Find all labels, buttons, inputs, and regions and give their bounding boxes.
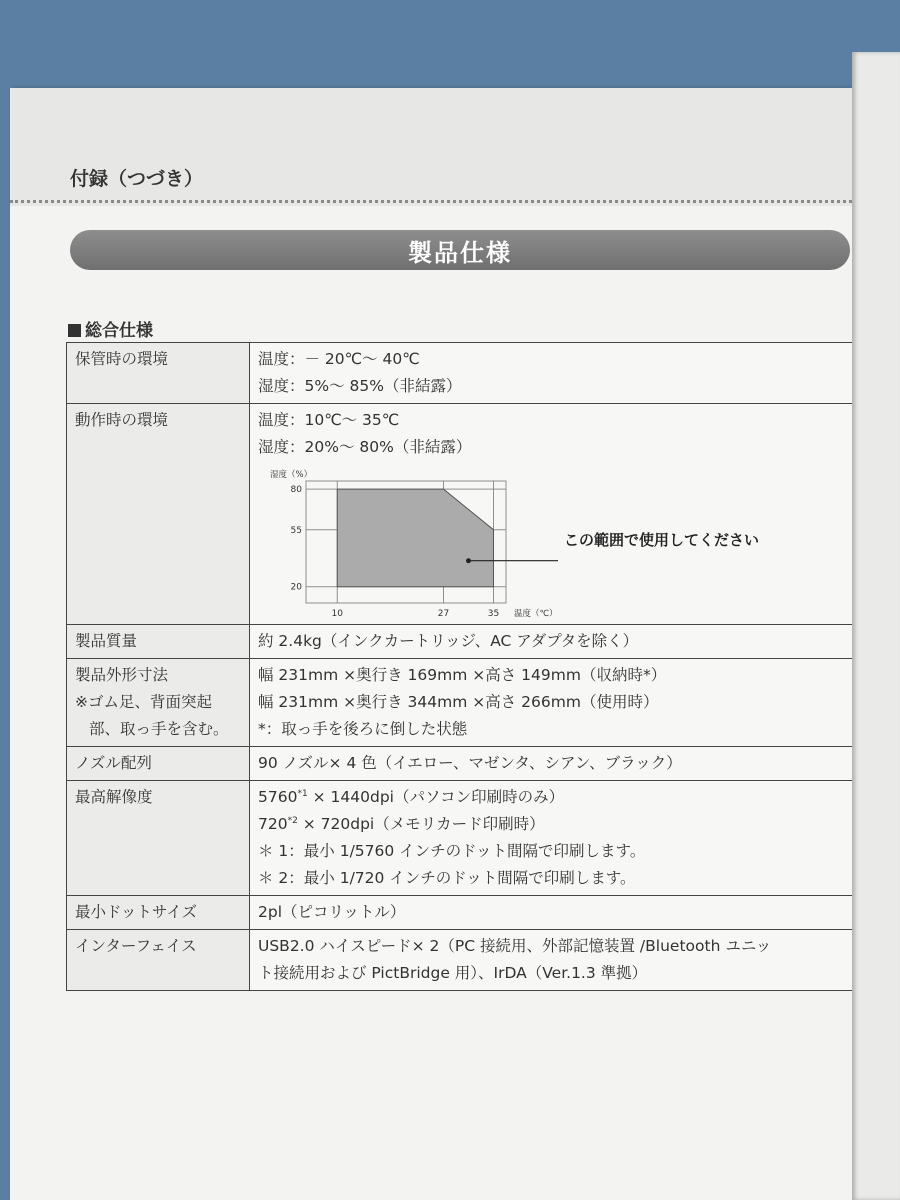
page-title-bar (70, 230, 850, 270)
storage-temperature: 温度：－ 20℃～ 40℃ (258, 350, 420, 368)
y-tick-label: 80 (290, 485, 302, 496)
operating-humidity: 湿度：20%～ 80%（非結露） (258, 438, 472, 456)
dimensions-label-note: ※ゴム足、背面突起 (75, 693, 212, 711)
x-tick-label: 27 (437, 609, 450, 619)
table-row (67, 343, 853, 404)
resolution-note-1: ＊ 1：最小 1/5760 インチのドット間隔で印刷します。 (258, 842, 646, 860)
y-tick-label: 20 (290, 582, 302, 593)
resolution-pc-text: × 1440dpi（パソコン印刷時のみ） (307, 788, 565, 806)
running-title: 付録（つづき） (70, 168, 204, 190)
row-label: 保管時の環境 (67, 343, 250, 404)
row-label: ノズル配列 (67, 747, 250, 781)
row-value: 90 ノズル× 4 色（イエロー、マゼンタ、シアン、ブラック） (250, 747, 853, 781)
operating-range-chart (258, 465, 798, 621)
row-label: インターフェイス (67, 930, 250, 991)
table-row (67, 781, 853, 896)
table-row (67, 930, 853, 991)
chart-annotation: この範囲で使用してください (564, 531, 760, 549)
resolution-card (258, 811, 849, 838)
page-title: 製品仕様 (408, 238, 512, 267)
dimensions-label-note: 部、取っ手を含む。 (89, 720, 229, 738)
footnote-mark: *1 (297, 788, 308, 799)
interface-line-2: ト接続用および PictBridge 用）、IrDA（Ver.1.3 準拠） (258, 964, 648, 982)
operating-temperature: 温度：10℃～ 35℃ (258, 411, 400, 429)
row-value: 約 2.4kg（インクカートリッジ、AC アダプタを除く） (250, 625, 853, 659)
resolution-note-2: ＊ 2：最小 1/720 インチのドット間隔で印刷します。 (258, 869, 636, 887)
table-row (67, 747, 853, 781)
row-label: 製品質量 (67, 625, 250, 659)
square-bullet-icon (68, 324, 81, 337)
interface-line-1: USB2.0 ハイスピード× 2（PC 接続用、外部記憶装置 /Bluetooth ユニッ (258, 937, 772, 955)
table-row (67, 625, 853, 659)
dimensions-note: *：取っ手を後ろに倒した状態 (258, 720, 468, 738)
section-heading (68, 316, 153, 341)
row-value: 2pl（ピコリットル） (250, 896, 853, 930)
footnote-mark: *2 (287, 815, 298, 826)
row-label (67, 659, 250, 747)
section-heading-text: 総合仕様 (85, 321, 153, 341)
facing-page-edge (852, 52, 900, 1200)
dimensions-label: 製品外形寸法 (75, 666, 169, 684)
row-value (250, 404, 853, 625)
y-tick-label: 55 (290, 525, 302, 536)
manual-page (10, 88, 852, 1200)
row-label: 動作時の環境 (67, 404, 250, 625)
dimensions-stowed: 幅 231mm ×奥行き 169mm ×高さ 149mm（収納時*） (258, 666, 667, 684)
table-row (67, 659, 853, 747)
x-tick-label: 10 (331, 609, 343, 619)
row-value (250, 930, 853, 991)
y-axis-label: 湿度（%） (270, 470, 313, 480)
dimensions-in-use: 幅 231mm ×奥行き 344mm ×高さ 266mm（使用時） (258, 693, 659, 711)
storage-humidity: 湿度：5%～ 85%（非結露） (258, 377, 462, 395)
row-value (250, 343, 853, 404)
row-label: 最小ドットサイズ (67, 896, 250, 930)
resolution-card-text: × 720dpi（メモリカード印刷時） (297, 815, 545, 833)
resolution-card-value: 720 (258, 815, 288, 833)
resolution-pc (258, 784, 849, 811)
table-row (67, 404, 853, 625)
x-tick-label: 35 (487, 609, 500, 619)
row-label: 最高解像度 (67, 781, 250, 896)
table-row (67, 896, 853, 930)
row-value (250, 659, 853, 747)
row-value (250, 781, 853, 896)
spec-table (66, 342, 852, 991)
resolution-pc-value: 5760 (258, 788, 298, 806)
x-axis-label: 温度（℃） (514, 609, 558, 619)
dotted-divider (10, 200, 852, 203)
